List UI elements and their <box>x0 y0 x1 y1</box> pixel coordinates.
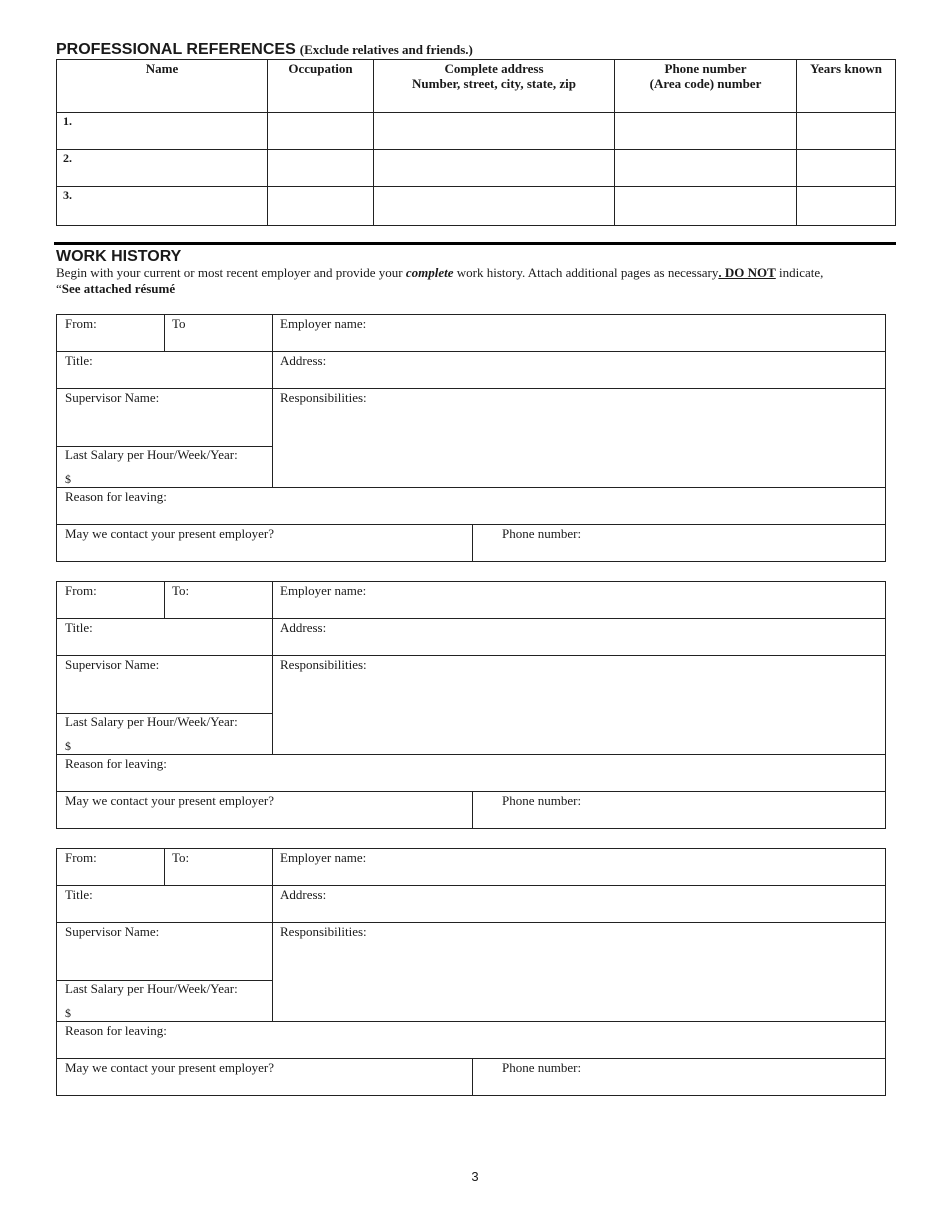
supervisor-name-field[interactable]: Supervisor Name: <box>65 657 160 672</box>
row-number: 1. <box>63 114 72 128</box>
reference-phone-cell[interactable] <box>615 150 797 187</box>
reference-occupation-cell[interactable] <box>268 187 374 226</box>
section-divider <box>54 242 896 245</box>
last-salary-field[interactable]: Last Salary per Hour/Week/Year: <box>65 447 238 462</box>
work-history-title: WORK HISTORY <box>56 248 182 265</box>
phone-number-field[interactable]: Phone number: <box>502 793 582 808</box>
reference-years-cell[interactable] <box>797 150 896 187</box>
reference-phone-cell[interactable] <box>615 187 797 226</box>
reference-years-cell[interactable] <box>797 187 896 226</box>
reference-name-cell[interactable] <box>57 113 268 150</box>
address-field[interactable]: Address: <box>280 353 327 368</box>
contact-employer-field[interactable]: May we contact your present employer? <box>65 793 275 808</box>
from-field[interactable]: From: <box>65 850 97 865</box>
contact-employer-field[interactable]: May we contact your present employer? <box>65 1060 275 1075</box>
responsibilities-field[interactable]: Responsibilities: <box>280 657 367 672</box>
dollar-sign: $ <box>65 739 71 753</box>
reference-phone-cell[interactable] <box>615 113 797 150</box>
col-header-years-known: Years known <box>797 60 896 113</box>
phone-number-field[interactable]: Phone number: <box>502 526 582 541</box>
reference-name-cell[interactable] <box>57 150 268 187</box>
col-header-address: Complete address Number, street, city, state, zip <box>374 60 615 113</box>
reference-years-cell[interactable] <box>797 113 896 150</box>
page-number: 3 <box>471 1169 479 1184</box>
to-field[interactable]: To: <box>172 583 190 598</box>
supervisor-name-field[interactable]: Supervisor Name: <box>65 924 160 939</box>
references-subtitle: (Exclude relatives and friends.) <box>299 42 473 57</box>
table-row <box>57 187 896 226</box>
reference-name-cell[interactable] <box>57 187 268 226</box>
table-row <box>57 150 896 187</box>
reference-address-cell[interactable] <box>374 150 615 187</box>
table-row <box>57 113 896 150</box>
dollar-sign: $ <box>65 1006 71 1020</box>
reason-for-leaving-field[interactable]: Reason for leaving: <box>65 489 167 504</box>
references-title: PROFESSIONAL REFERENCES <box>56 41 296 58</box>
last-salary-field[interactable]: Last Salary per Hour/Week/Year: <box>65 981 238 996</box>
responsibilities-field[interactable]: Responsibilities: <box>280 390 367 405</box>
references-heading <box>56 41 473 59</box>
row-number: 2. <box>63 151 72 165</box>
from-field[interactable]: From: <box>65 316 97 331</box>
col-header-phone: Phone number (Area code) number <box>615 60 797 113</box>
title-field[interactable]: Title: <box>65 620 93 635</box>
row-number: 3. <box>63 188 72 202</box>
work-history-instructions: Begin with your current or most recent employer and provide your complete work history. Attach additional pages as necessary. DO NOT indicate, “See attached résumé <box>56 265 824 296</box>
from-field[interactable]: From: <box>65 583 97 598</box>
col-header-name: Name <box>57 60 268 113</box>
col-header-occupation: Occupation <box>268 60 374 113</box>
reference-occupation-cell[interactable] <box>268 113 374 150</box>
to-field[interactable]: To: <box>172 850 190 865</box>
employment-block-3 <box>56 848 886 1096</box>
references-table <box>56 59 896 226</box>
employer-name-field[interactable]: Employer name: <box>280 583 367 598</box>
reason-for-leaving-field[interactable]: Reason for leaving: <box>65 756 167 771</box>
title-field[interactable]: Title: <box>65 353 93 368</box>
responsibilities-field[interactable]: Responsibilities: <box>280 924 367 939</box>
reference-occupation-cell[interactable] <box>268 150 374 187</box>
title-field[interactable]: Title: <box>65 887 93 902</box>
address-field[interactable]: Address: <box>280 887 327 902</box>
employer-name-field[interactable]: Employer name: <box>280 850 367 865</box>
address-field[interactable]: Address: <box>280 620 327 635</box>
last-salary-field[interactable]: Last Salary per Hour/Week/Year: <box>65 714 238 729</box>
to-field[interactable]: To <box>172 316 186 331</box>
reference-address-cell[interactable] <box>374 187 615 226</box>
supervisor-name-field[interactable]: Supervisor Name: <box>65 390 160 405</box>
dollar-sign: $ <box>65 472 71 486</box>
reason-for-leaving-field[interactable]: Reason for leaving: <box>65 1023 167 1038</box>
employment-block-1 <box>56 314 886 562</box>
reference-address-cell[interactable] <box>374 113 615 150</box>
phone-number-field[interactable]: Phone number: <box>502 1060 582 1075</box>
references-header-row <box>57 60 896 113</box>
employment-block-2 <box>56 581 886 829</box>
contact-employer-field[interactable]: May we contact your present employer? <box>65 526 275 541</box>
employer-name-field[interactable]: Employer name: <box>280 316 367 331</box>
